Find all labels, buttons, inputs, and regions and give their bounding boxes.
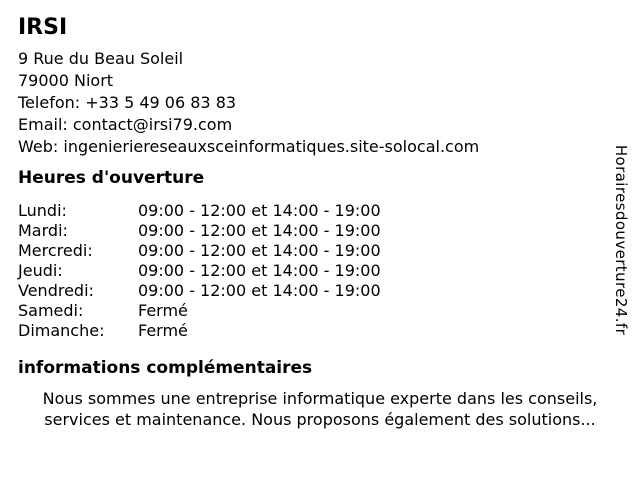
day-hours: 09:00 - 12:00 et 14:00 - 19:00 xyxy=(138,281,381,300)
web-label: Web: xyxy=(18,137,59,156)
hours-row-friday xyxy=(18,281,622,301)
email-value: contact@irsi79.com xyxy=(72,115,233,134)
site-watermark: Horairesdouverture24.fr xyxy=(612,144,630,336)
hours-heading: Heures d'ouverture xyxy=(18,168,205,188)
hours-row-sunday xyxy=(18,321,622,341)
email-line xyxy=(18,114,622,136)
info-line-2: services et maintenance. Nous proposons également des solutions... xyxy=(44,410,596,429)
hours-row-tuesday xyxy=(18,221,622,241)
day-hours: 09:00 - 12:00 et 14:00 - 19:00 xyxy=(138,201,381,220)
address-line-1: 9 Rue du Beau Soleil xyxy=(18,49,184,68)
day-hours: 09:00 - 12:00 et 14:00 - 19:00 xyxy=(138,241,381,260)
day-label: Dimanche: xyxy=(18,321,105,340)
day-label: Mardi: xyxy=(18,221,68,240)
day-label: Vendredi: xyxy=(18,281,94,300)
web-value: ingenieriereseauxsceinformatiques.site-solocal.com xyxy=(63,137,480,156)
day-label: Jeudi: xyxy=(18,261,63,280)
phone-label: Telefon: xyxy=(18,93,81,112)
day-hours: Fermé xyxy=(138,321,188,340)
day-label: Mercredi: xyxy=(18,241,93,260)
address-line-2: 79000 Niort xyxy=(18,71,114,90)
web-line xyxy=(18,136,622,158)
contact-block xyxy=(18,48,622,158)
phone-line xyxy=(18,92,622,114)
hours-row-thursday xyxy=(18,261,622,281)
info-line-1: Nous sommes une entreprise informatique experte dans les conseils, xyxy=(42,389,598,408)
hours-table xyxy=(18,201,622,341)
hours-row-monday xyxy=(18,201,622,221)
day-label: Lundi: xyxy=(18,201,67,220)
day-label: Samedi: xyxy=(18,301,84,320)
day-hours: 09:00 - 12:00 et 14:00 - 19:00 xyxy=(138,221,381,240)
page-title: IRSI xyxy=(18,15,68,40)
phone-value: +33 5 49 06 83 83 xyxy=(85,93,237,112)
additional-info-text xyxy=(18,388,622,430)
day-hours: 09:00 - 12:00 et 14:00 - 19:00 xyxy=(138,261,381,280)
hours-row-saturday xyxy=(18,301,622,321)
hours-row-wednesday xyxy=(18,241,622,261)
day-hours: Fermé xyxy=(138,301,188,320)
email-label: Email: xyxy=(18,115,68,134)
additional-info-heading: informations complémentaires xyxy=(18,358,313,378)
